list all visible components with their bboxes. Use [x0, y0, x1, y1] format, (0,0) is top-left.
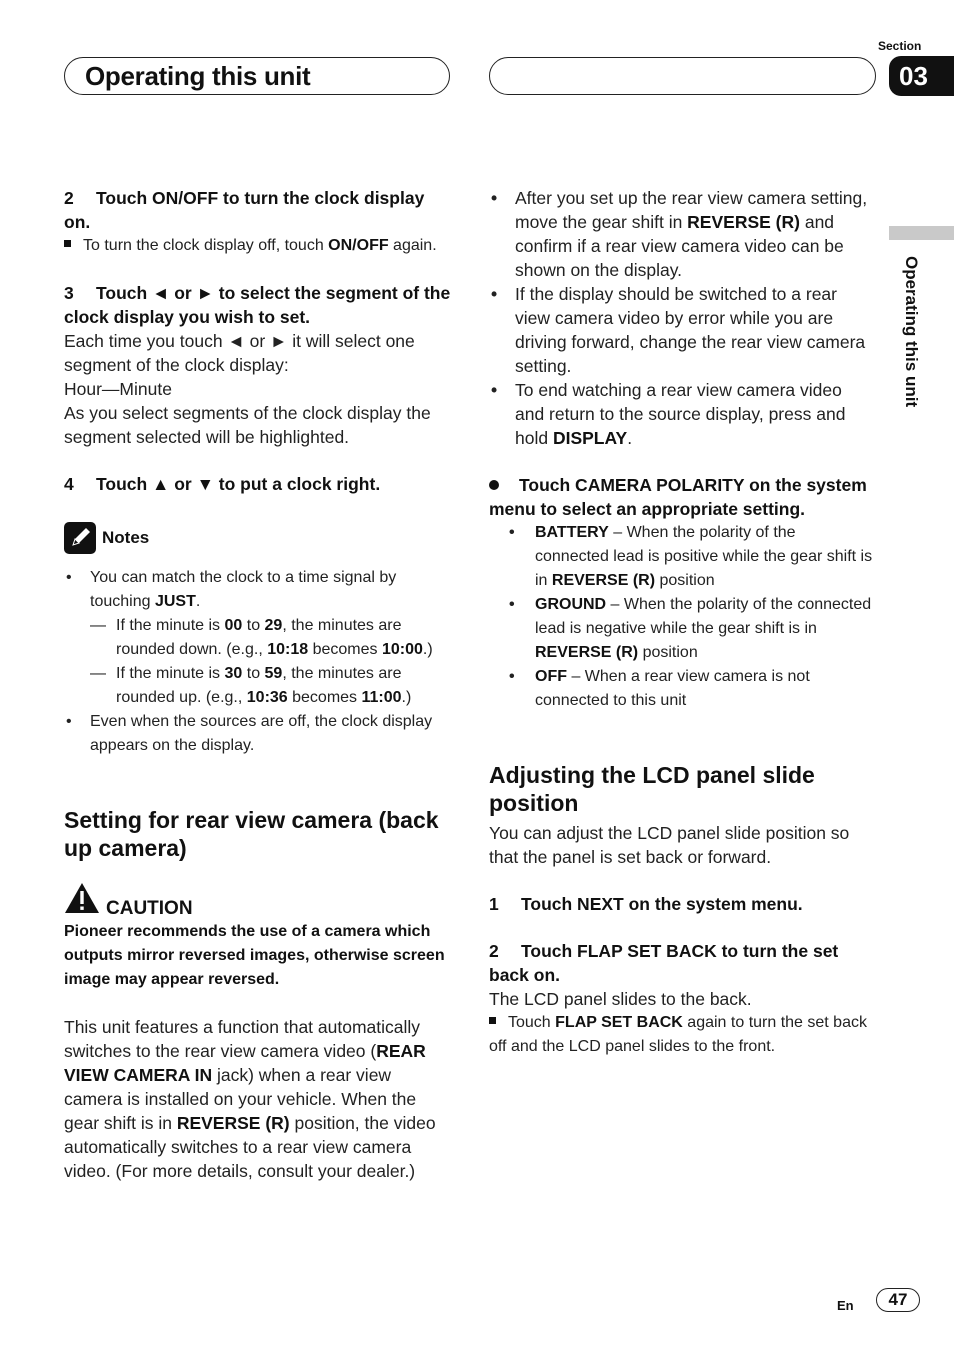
side-tab-marker: [889, 226, 954, 240]
step-1-next: 1 Touch NEXT on the system menu.: [489, 894, 803, 914]
step-2-clock: 2 Touch ON/OFF to turn the clock display on.: [64, 188, 425, 232]
step-2-flap: 2 Touch FLAP SET BACK to turn the set back on.: [489, 941, 839, 985]
bullet-error-switch: • If the display should be switched to a rear view camera video by error while you are driving forward, change the rear view camera setting.: [489, 282, 873, 378]
section-number: 03: [889, 56, 954, 96]
notes-header: [64, 522, 454, 554]
page-title-box: [64, 57, 450, 95]
step-2-note: To turn the clock display off, touch ON/OFF again.: [64, 234, 454, 258]
step-2-flap-body: The LCD panel slides to the back.: [489, 989, 752, 1009]
square-bullet-icon: [489, 1017, 496, 1024]
footer-language: En: [837, 1298, 854, 1313]
page-title: Operating this unit: [85, 61, 311, 91]
camera-polarity-step: Touch CAMERA POLARITY on the system menu to select an appropriate setting.: [489, 475, 867, 519]
step-3-highlight: As you select segments of the clock display the segment selected will be highlighted.: [64, 403, 431, 447]
step-4-clock: 4 Touch ▲ or ▼ to put a clock right.: [64, 474, 381, 494]
notes-title: Notes: [102, 528, 150, 547]
caution-header: [64, 882, 454, 920]
note-sources-off: • Even when the sources are off, the clock display appears on the display.: [64, 710, 454, 758]
caution-title: CAUTION: [106, 898, 193, 919]
option-ground: • GROUND – When the polarity of the connected lead is negative while the gear shift is in REVERSE (R) position: [489, 593, 873, 665]
side-tab-text: Operating this unit: [902, 256, 921, 408]
right-column: [489, 186, 873, 1059]
option-battery: • BATTERY – When the polarity of the connected lead is positive while the gear shift is in REVERSE (R) position: [489, 521, 873, 593]
bullet-dot-icon: [489, 480, 499, 490]
section-label: Section: [878, 39, 922, 53]
bullet-confirm-camera: • After you set up the rear view camera setting, move the gear shift in REVERSE (R) and confirm if a rear view camera video can be shown on the display.: [489, 186, 873, 282]
step-3-body: Each time you touch ◄ or ► it will select one segment of the clock display:: [64, 331, 415, 375]
bullet-end-watching: • To end watching a rear view camera video and return to the source display, press and hold DISPLAY.: [489, 378, 873, 450]
square-bullet-icon: [64, 240, 71, 247]
option-off: • OFF – When a rear view camera is not connected to this unit: [489, 665, 873, 713]
step-2-flap-note: Touch FLAP SET BACK again to turn the set back off and the LCD panel slides to the front.: [489, 1014, 867, 1055]
step-3-clock: 3 Touch ◄ or ► to select the segment of the clock display you wish to set.: [64, 283, 451, 327]
caution-text: Pioneer recommends the use of a camera which outputs mirror reversed images, otherwise screen image may appear reversed.: [64, 923, 445, 988]
header-blank-box: [489, 57, 876, 95]
note-round-up: — If the minute is 30 to 59, the minutes are rounded up. (e.g., 10:36 becomes 11:00.): [64, 662, 454, 710]
warning-triangle-icon: [64, 882, 100, 920]
step-3-sequence: Hour—Minute: [64, 379, 172, 399]
note-round-down: — If the minute is 00 to 29, the minutes are rounded down. (e.g., 10:18 becomes 10:00.): [64, 614, 454, 662]
lcd-slide-intro: You can adjust the LCD panel slide position so that the panel is set back or forward.: [489, 823, 850, 867]
note-just: • You can match the clock to a time signal by touching JUST.: [64, 566, 454, 614]
lcd-slide-heading: Adjusting the LCD panel slide position: [489, 762, 815, 816]
rear-camera-description: This unit features a function that automatically switches to the rear view camera video (REAR VIEW CAMERA IN jack) when a rear view camera is installed on your vehicle. When the gear shift is in REVERSE (R) position, the video automatically switches to a rear view camera video. (For more details, consult your dealer.): [64, 1017, 436, 1181]
page-number: 47: [876, 1288, 920, 1312]
rear-camera-heading: Setting for rear view camera (back up camera): [64, 807, 439, 861]
pencil-icon: [64, 522, 96, 554]
left-column: [64, 186, 454, 1183]
